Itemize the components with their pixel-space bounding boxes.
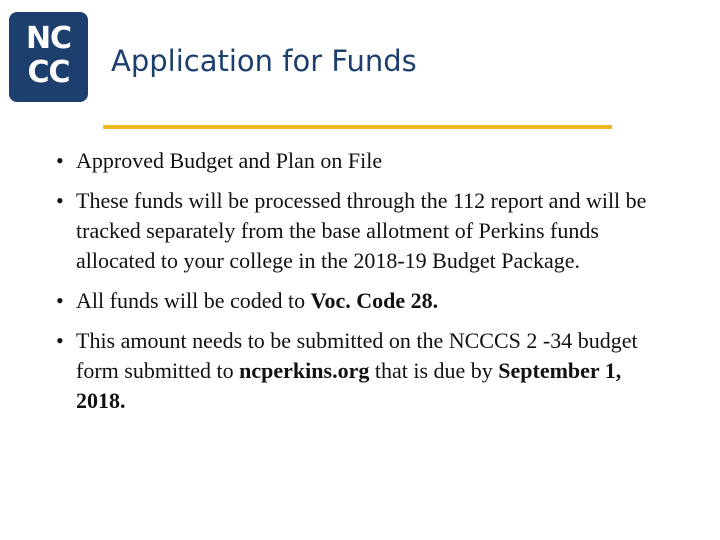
logo-line-1: NC [25, 21, 72, 56]
ncperkins-link-text: ncperkins.org [239, 358, 370, 383]
bullet-list [56, 146, 676, 426]
page-title: Application for Funds [111, 44, 417, 78]
bullet-4-text-2: that is due by [369, 358, 499, 383]
bullet-4-text-1: This amount needs to be submitted on the NCCCS 2 -34 budget form submitted to [76, 328, 638, 383]
bullet-3-text: All funds will be coded to [76, 288, 311, 313]
bullet-1-text: Approved Budget and Plan on File [76, 148, 383, 173]
due-date-text: September 1, 2018. [76, 358, 622, 413]
logo-line-2: CC [27, 55, 70, 90]
bullet-item-4 [56, 326, 676, 416]
title-underline [103, 125, 612, 129]
bullet-item-3 [56, 286, 676, 316]
ncccs-logo [9, 12, 88, 102]
bullet-item-1 [56, 146, 676, 176]
bullet-item-2 [56, 186, 676, 276]
voc-code-text: Voc. Code 28. [310, 288, 439, 313]
bullet-2-text: These funds will be processed through the 112 report and will be tracked separately from the base allotment of Perkins funds allocated to your college in the 2018-19 Budget Package. [76, 188, 647, 273]
